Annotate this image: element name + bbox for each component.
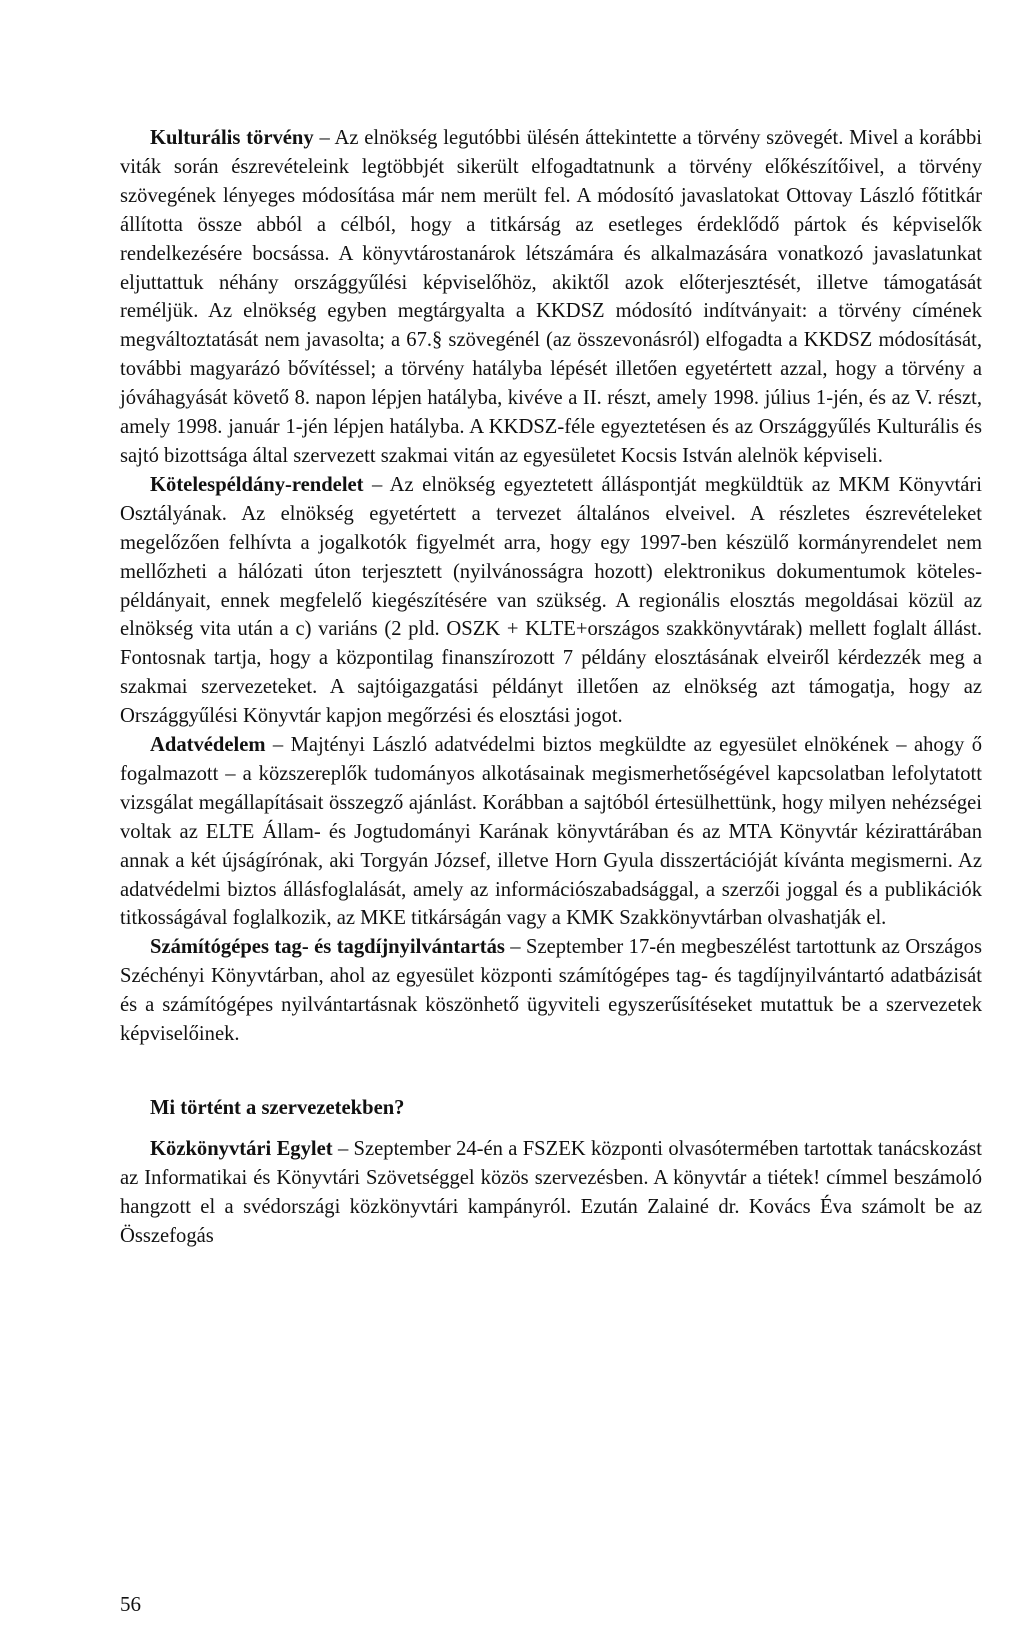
paragraph-text: – Az elnökség egyeztetett álláspontját megküldtük az MKM Könyvtári Osztályának. Az elnökség egyetértett a tervezet általános elveivel. A részletes észrevételeket megelőzően felhívta a jogalkotók figyelmét arra, hogy egy 1997-ben készülő kormányrendelet nem mellőzheti a hálózati úton terjesztett (nyilvánosságra hozott) elektronikus dokumentumok kötelespéldányait, ennek megfelelő kiegészítésére van szükség. A regionális elosztás megoldásai közül az elnökség vita után a c) variáns (2 pld. OSZK + KLTE+országos szakkönyvtárak) mellett foglalt állást. Fontosnak tartja, hogy a központilag finanszírozott 7 példány elosztásának elveiről kérdezzék meg a szakmai szervezeteket. A sajtóigazgatási példányt illetően az elnökség azt támogatja, hogy az Országgyűlési Könyvtár kapjon megőrzési és elosztási jogot.: [120, 473, 982, 728]
paragraph-text: – Szeptember 24-én a FSZEK központi olvasótermében tartottak tanácskozást az Informatikai és Könyvtári Szövetséggel közös szervezésben. A könyvtár a tiétek! címmel beszámoló hangzott el a svédországi közkönyvtári kampányról. Ezután Zalainé dr. Kovács Éva számolt be az Összefogás: [120, 1137, 982, 1247]
paragraph-lead: Közkönyvtári Egylet: [150, 1137, 333, 1160]
paragraph-text: – Majtényi László adatvédelmi biztos megküldte az egyesület elnökének – ahogy ő fogalmazott – a közszereplők tudományos alkotásainak megismerhetőségével kapcsolatban lefolytatott vizsgálat megállapításait összegző ajánlást. Korábban a sajtóból értesülhettünk, hogy milyen nehézségei voltak az ELTE Állam- és Jogtudományi Karának könyvtárában és az MTA Könyvtár kézirattárában annak a két újságírónak, aki Torgyán József, illetve Horn Gyula disszertációját kívánta megismerni. Az adatvédelmi biztos állásfoglalását, amely az információszabadsággal, a szerzői joggal és a publikációk titkosságával foglalkozik, az MKE titkárságán vagy a KMK Szakkönyvtárban olvashatják el.: [120, 734, 982, 930]
page-body: [120, 124, 982, 1251]
section-spacer: [120, 1049, 982, 1094]
paragraph-kotelespeldany-rendelet: [120, 471, 982, 731]
paragraph-lead: Kötelespéldány-rendelet: [150, 473, 364, 496]
page-number: 56: [120, 1592, 141, 1616]
paragraph-lead: Kulturális törvény: [150, 127, 314, 149]
paragraph-lead: Számítógépes tag- és tagdíjnyilvántartás: [150, 936, 505, 959]
paragraph-kozkonyvtari-egylet: [120, 1135, 982, 1251]
paragraph-adatvedelem: [120, 731, 982, 933]
paragraph-text: – Szeptember 17-én megbeszélést tartottunk az Országos Széchényi Könyvtárban, ahol az egyesület központi számítógépes tag- és tagdíjnyilvántartó adatbázisát és a számítógépes nyilvántartásnak köszönhető ügyviteli egyszerűsítéseket mutattuk be a szervezetek képviselőinek.: [120, 936, 982, 1046]
paragraph-szamitogepes-nyilvantartas: [120, 933, 982, 1049]
paragraph-lead: Adatvédelem: [150, 734, 266, 757]
paragraph-kulturalis-torveny: [120, 124, 982, 471]
heading-spacer: [120, 1123, 982, 1135]
section-heading: Mi történt a szervezetekben?: [150, 1097, 405, 1119]
paragraph-text: – Az elnökség legutóbbi ülésén áttekintette a törvény szövegét. Mivel a korábbi viták során észrevételeink legtöbbjét sikerült elfogadtatnunk a törvény előkészítőivel, a törvény szövegének lényeges módosítása már nem merült fel. A módosító javaslatokat Ottovay László főtitkár állította össze abból a célból, hogy a titkárság az esetleges érdeklődő pártok és képviselők rendelkezésére bocsássa. A könyvtárostanárok létszámára és alkalmazására vonatkozó javaslatunkat eljuttattuk néhány országgyűlési képviselőhöz, akiktől azok előterjesztését, illetve támogatását reméljük. Az elnökség egyben megtárgyalta a KKDSZ módosító indítványait: a törvény címének megváltoztatását nem javasolta; a 67.§ szövegénél (az összevonásról) elfogadta a KKDSZ módosítását, további magyarázó bővítéssel; a törvény hatályba lépését illetően egyetértett azzal, hogy a törvény a jóváhagyását követő 8. napon lépjen hatályba, kivéve a II. részt, amely 1998. július 1-jén, és az V. részt, amely 1998. január 1-jén lépjen hatályba. A KKDSZ-féle egyeztetésen és az Országgyűlés Kulturális és sajtó bizottsága által szervezett szakmai vitán az egyesületet Kocsis István alelnök képviseli.: [120, 127, 983, 467]
